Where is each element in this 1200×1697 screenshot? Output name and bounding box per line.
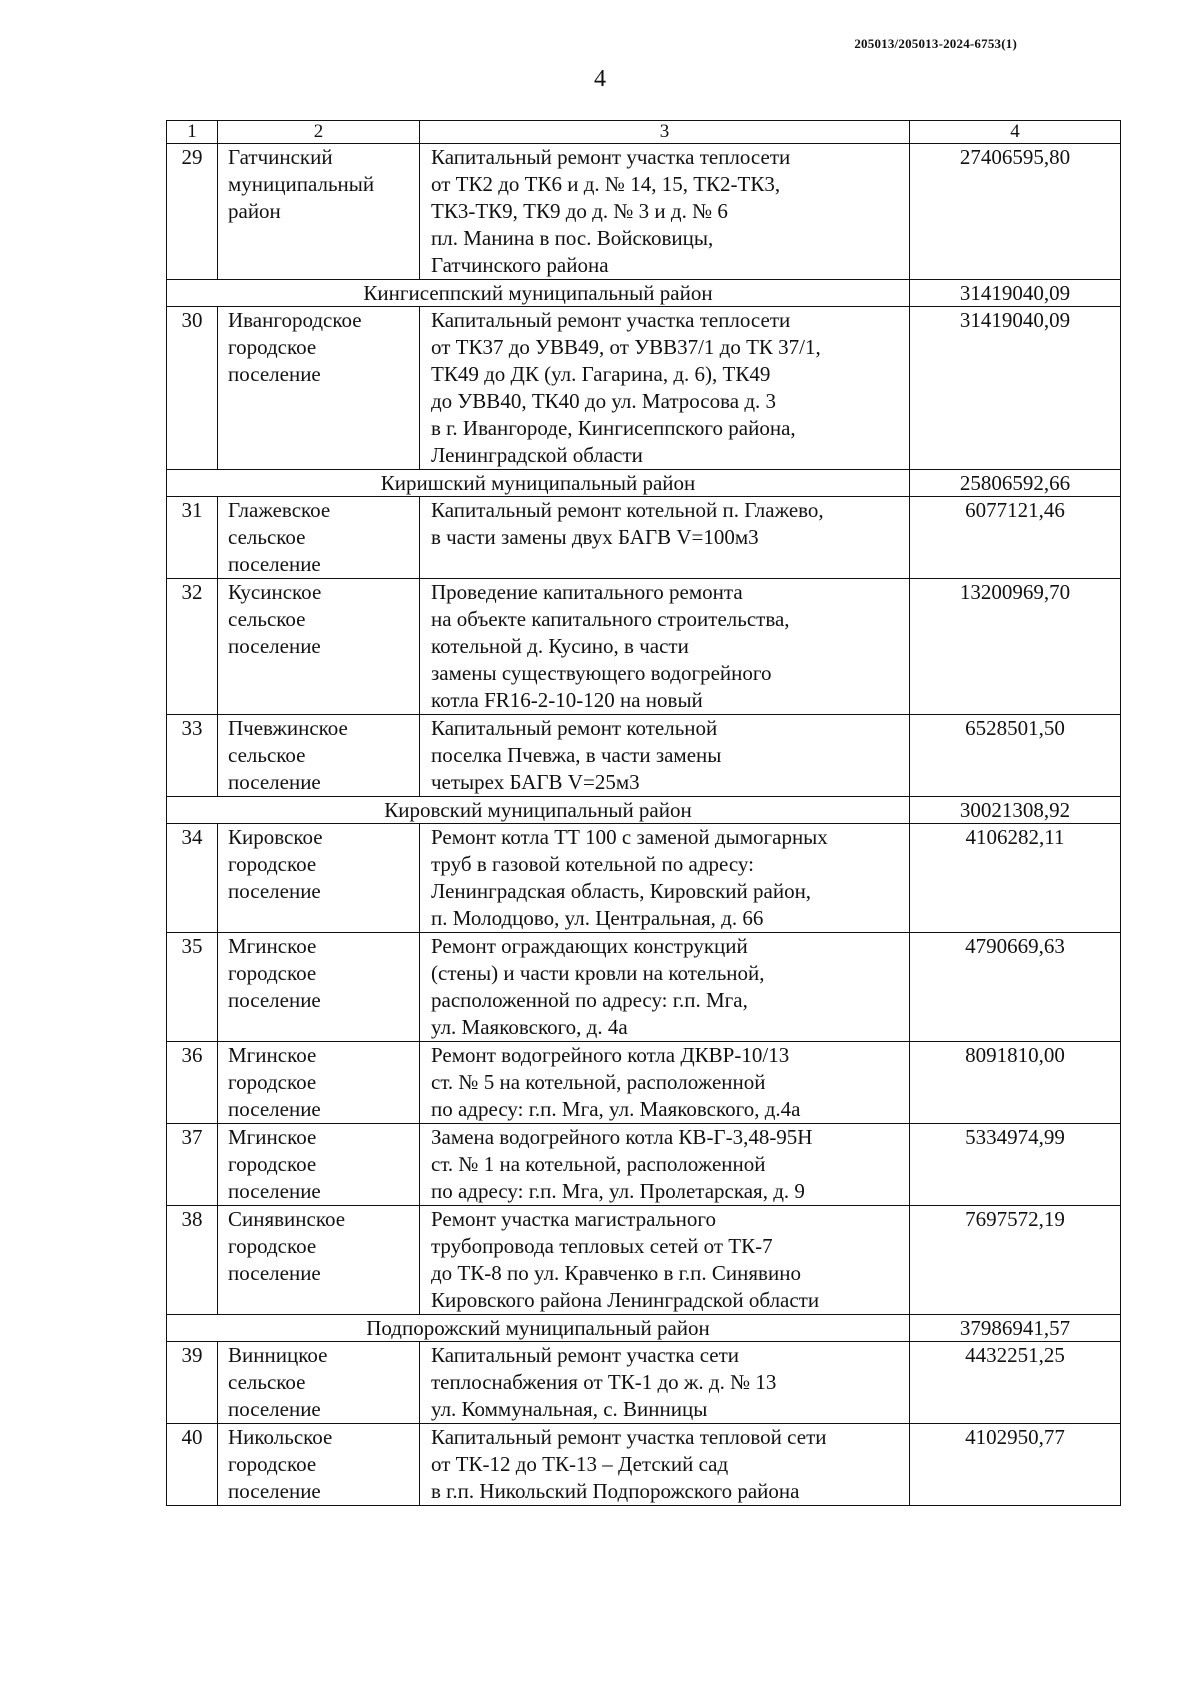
work-description [420,579,910,715]
work-description-line: по адресу: г.п. Мга, ул. Маяковского, д.4а [431,1097,801,1121]
row-number: 36 [167,1042,218,1124]
work-description [420,144,910,280]
municipality-name-line: Мгинское [228,1043,317,1067]
municipality-name [218,144,420,280]
municipality-name-line: городское [228,961,317,985]
district-amount: 31419040,09 [910,280,1121,307]
work-description-line: ул. Коммунальная, с. Винницы [431,1397,708,1421]
municipality-name-line: поселение [228,1479,321,1503]
municipality-name-line: поселение [228,634,321,658]
row-number: 31 [167,497,218,579]
column-header-2: 2 [218,121,420,144]
district-amount: 25806592,66 [910,470,1121,497]
table-row [167,824,1121,933]
work-description [420,1042,910,1124]
municipality-name [218,933,420,1042]
municipality-name [218,307,420,470]
municipality-name-line: городское [228,1070,317,1094]
work-description-line: Капитальный ремонт котельной п. Глажево, [431,498,824,522]
work-description-line: от ТК37 до УВВ49, от УВВ37/1 до ТК 37/1, [431,335,821,359]
row-number: 40 [167,1424,218,1506]
row-number: 39 [167,1342,218,1424]
work-description [420,715,910,797]
works-table [166,120,1121,1506]
district-name: Кировский муниципальный район [167,797,910,824]
work-description-line: в г. Ивангороде, Кингисеппского района, [431,416,796,440]
column-header-4: 4 [910,121,1121,144]
row-number: 35 [167,933,218,1042]
work-description-line: Капитальный ремонт участка сети [431,1343,740,1367]
work-description-line: ст. № 1 на котельной, расположенной [431,1152,766,1176]
municipality-name-line: муниципальный [228,172,375,196]
municipality-name-line: поселение [228,362,321,386]
district-subtotal-row [167,280,1121,307]
amount: 7697572,19 [910,1206,1121,1315]
district-amount: 37986941,57 [910,1315,1121,1342]
row-number: 38 [167,1206,218,1315]
work-description-line: Ремонт водогрейного котла ДКВР-10/13 [431,1043,790,1067]
district-name: Киришский муниципальный район [167,470,910,497]
work-description [420,1342,910,1424]
work-description-line: Ремонт участка магистрального [431,1207,716,1231]
municipality-name-line: район [228,199,281,223]
work-description-line: Ремонт ограждающих конструкций [431,934,748,958]
work-description [420,497,910,579]
amount: 31419040,09 [910,307,1121,470]
work-description [420,933,910,1042]
work-description-line: котла FR16-2-10-120 на новый [431,688,703,712]
municipality-name-line: сельское [228,525,306,549]
municipality-name-line: Пчевжинское [228,716,348,740]
municipality-name-line: Кусинское [228,580,322,604]
work-description [420,824,910,933]
municipality-name [218,1042,420,1124]
municipality-name-line: Гатчинский [228,145,333,169]
municipality-name [218,1342,420,1424]
amount: 4106282,11 [910,824,1121,933]
municipality-name-line: Мгинское [228,934,317,958]
work-description-line: в г.п. Никольский Подпорожского района [431,1479,800,1503]
column-header-3: 3 [420,121,910,144]
page-number: 4 [594,66,606,92]
work-description-line: Капитальный ремонт участка теплосети [431,145,791,169]
table-row [167,497,1121,579]
district-amount: 30021308,92 [910,797,1121,824]
municipality-name-line: сельское [228,607,306,631]
district-subtotal-row [167,470,1121,497]
municipality-name-line: сельское [228,1370,306,1394]
work-description-line: Ленинградской области [431,443,643,467]
work-description [420,307,910,470]
row-number: 34 [167,824,218,933]
municipality-name [218,1424,420,1506]
municipality-name [218,1124,420,1206]
work-description [420,1124,910,1206]
work-description-line: Ремонт котла ТТ 100 с заменой дымогарных [431,825,828,849]
work-description-line: ул. Маяковского, д. 4а [431,1015,628,1039]
work-description-line: Замена водогрейного котла КВ-Г-3,48-95Н [431,1125,813,1149]
row-number: 29 [167,144,218,280]
work-description [420,1424,910,1506]
municipality-name-line: городское [228,1452,317,1476]
work-description-line: по адресу: г.п. Мга, ул. Пролетарская, д. 9 [431,1179,805,1203]
work-description-line: Капитальный ремонт котельной [431,716,718,740]
work-description-line: трубопровода тепловых сетей от ТК-7 [431,1234,773,1258]
table-row [167,1206,1121,1315]
row-number: 33 [167,715,218,797]
municipality-name [218,715,420,797]
table-row [167,144,1121,280]
table-row [167,933,1121,1042]
amount: 6077121,46 [910,497,1121,579]
table-row [167,715,1121,797]
municipality-name-line: поселение [228,770,321,794]
work-description-line: п. Молодцово, ул. Центральная, д. 66 [431,906,764,930]
amount: 5334974,99 [910,1124,1121,1206]
work-description-line: ТК3-ТК9, ТК9 до д. № 3 и д. № 6 [431,199,728,223]
municipality-name-line: поселение [228,988,321,1012]
district-name: Кингисеппский муниципальный район [167,280,910,307]
amount: 4102950,77 [910,1424,1121,1506]
work-description-line: теплоснабжения от ТК-1 до ж. д. № 13 [431,1370,777,1394]
work-description-line: поселка Пчевжа, в части замены [431,743,722,767]
table-row [167,1042,1121,1124]
work-description-line: Кировского района Ленинградской области [431,1288,820,1312]
municipality-name-line: Никольское [228,1425,333,1449]
work-description-line: от ТК-12 до ТК-13 – Детский сад [431,1452,729,1476]
table-row [167,579,1121,715]
row-number: 32 [167,579,218,715]
works-table-body [167,121,1121,1506]
work-description-line: ст. № 5 на котельной, расположенной [431,1070,766,1094]
municipality-name-line: поселение [228,879,321,903]
municipality-name-line: Ивангородское [228,308,362,332]
table-row [167,1424,1121,1506]
amount: 4790669,63 [910,933,1121,1042]
municipality-name [218,579,420,715]
municipality-name-line: Винницкое [228,1343,328,1367]
municipality-name-line: поселение [228,1179,321,1203]
work-description-line: до УВВ40, ТК40 до ул. Матросова д. 3 [431,389,777,413]
table-header-row [167,121,1121,144]
work-description-line: (стены) и части кровли на котельной, [431,961,765,985]
work-description-line: замены существующего водогрейного [431,661,772,685]
table-row [167,1342,1121,1424]
table-row [167,307,1121,470]
amount: 4432251,25 [910,1342,1121,1424]
work-description-line: котельной д. Кусино, в части [431,634,689,658]
municipality-name-line: городское [228,335,317,359]
municipality-name-line: Глажевское [228,498,331,522]
work-description-line: Гатчинского района [431,253,609,277]
row-number: 37 [167,1124,218,1206]
amount: 13200969,70 [910,579,1121,715]
table-row [167,1124,1121,1206]
work-description-line: труб в газовой котельной по адресу: [431,852,754,876]
municipality-name-line: городское [228,1234,317,1258]
municipality-name-line: Кировское [228,825,323,849]
work-description-line: Проведение капитального ремонта [431,580,743,604]
municipality-name [218,497,420,579]
work-description-line: расположенной по адресу: г.п. Мга, [431,988,748,1012]
work-description-line: ТК49 до ДК (ул. Гагарина, д. 6), ТК49 [431,362,771,386]
municipality-name-line: поселение [228,1261,321,1285]
work-description-line: на объекте капитального строительства, [431,607,790,631]
work-description-line: Капитальный ремонт участка теплосети [431,308,791,332]
work-description-line: в части замены двух БАГВ V=100м3 [431,525,759,549]
municipality-name-line: городское [228,852,317,876]
municipality-name-line: Мгинское [228,1125,317,1149]
municipality-name-line: Синявинское [228,1207,346,1231]
municipality-name-line: поселение [228,1397,321,1421]
work-description [420,1206,910,1315]
work-description-line: от ТК2 до ТК6 и д. № 14, 15, ТК2-ТК3, [431,172,781,196]
document-number: 205013/205013-2024-6753(1) [854,36,1017,51]
municipality-name-line: городское [228,1152,317,1176]
column-header-1: 1 [167,121,218,144]
municipality-name [218,824,420,933]
district-subtotal-row [167,1315,1121,1342]
amount: 6528501,50 [910,715,1121,797]
municipality-name [218,1206,420,1315]
municipality-name-line: сельское [228,743,306,767]
work-description-line: до ТК-8 по ул. Кравченко в г.п. Синявино [431,1261,801,1285]
row-number: 30 [167,307,218,470]
work-description-line: четырех БАГВ V=25м3 [431,770,640,794]
district-subtotal-row [167,797,1121,824]
municipality-name-line: поселение [228,1097,321,1121]
district-name: Подпорожский муниципальный район [167,1315,910,1342]
work-description-line: Ленинградская область, Кировский район, [431,879,812,903]
municipality-name-line: поселение [228,552,321,576]
work-description-line: Капитальный ремонт участка тепловой сети [431,1425,827,1449]
amount: 27406595,80 [910,144,1121,280]
amount: 8091810,00 [910,1042,1121,1124]
work-description-line: пл. Манина в пос. Войсковицы, [431,226,714,250]
